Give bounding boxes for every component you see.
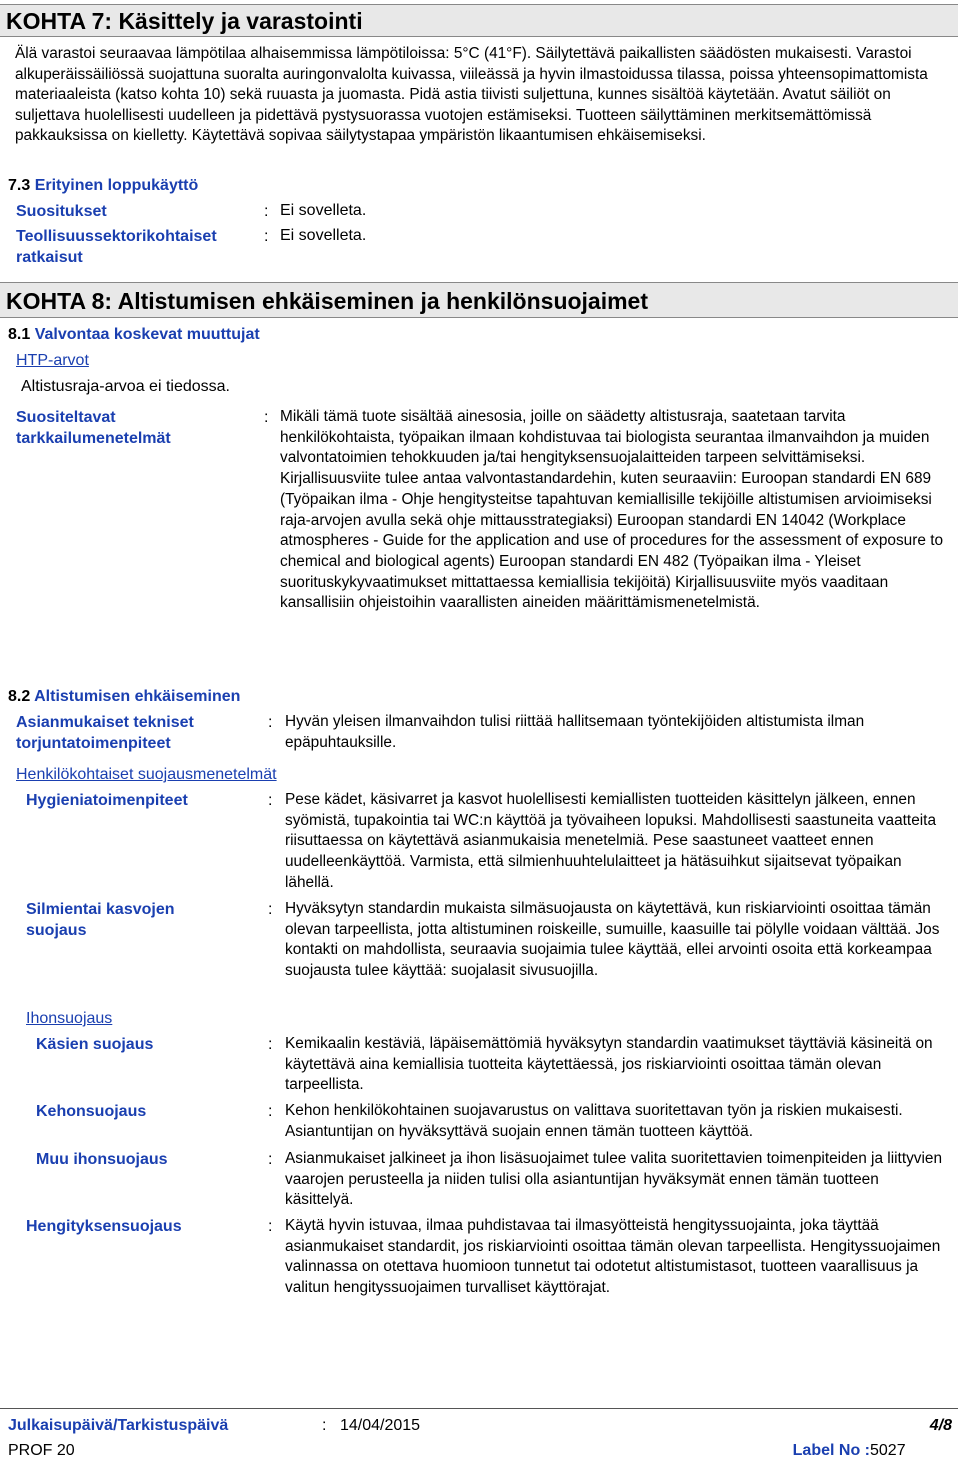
colon: : (264, 409, 269, 426)
footer-date-label: Julkaisupäivä/Tarkistuspäivä (8, 1417, 229, 1434)
footer-label-no-value: 5027 (870, 1442, 906, 1459)
industry-label: Teollisuussektorikohtaiset ratkaisut (16, 228, 217, 266)
colon: : (264, 203, 269, 220)
subsection-number: 8.1 (8, 326, 31, 343)
htp-text: Altistusraja-arvoa ei tiedossa. (21, 378, 230, 395)
recommendations-label: Suositukset (16, 203, 107, 220)
section-7-heading: KOHTA 7: Käsittely ja varastointi (0, 4, 958, 37)
footer-label-no: Label No : (792, 1442, 870, 1459)
subsection-number: 8.2 (8, 688, 31, 705)
colon: : (268, 1151, 273, 1168)
htp-values-link[interactable]: HTP-arvot (16, 352, 89, 369)
section-8-heading: KOHTA 8: Altistumisen ehkäiseminen ja henkilönsuojaimet (0, 282, 958, 318)
respiratory-protection-value: Käytä hyvin istuvaa, ilmaa puhdistavaa tai ilmasyötteistä hengityssuojainta, joka täyttää asianmukaiset standardit, jos riskiarviointi osoittaa tämän olevan tarpeellista. Hengityssuojaimen valinnassa on otettava huomioon tunnetut tai odotetut altistumistasot, tuotteen vaarallisuus ja valitun hengityssuojaimen turvalliset käyttörajat. (285, 1217, 941, 1297)
colon: : (264, 228, 269, 245)
footer-divider (0, 1408, 958, 1409)
engineering-controls-value: Hyvän yleisen ilmanvaihdon tulisi riittää hallitsemaan työntekijöiden altistumista ilman epäpuhtauksille. (285, 713, 865, 751)
footer-page-number: 4/8 (929, 1417, 952, 1434)
subsection-8-2-title (8, 686, 240, 707)
monitoring-label: Suositeltavat tarkkailumenetelmät (16, 409, 171, 447)
footer-date-value: 14/04/2015 (340, 1417, 421, 1434)
engineering-controls-label: Asianmukaiset tekniset torjuntatoimenpiteet (16, 714, 194, 752)
colon: : (268, 792, 273, 809)
personal-protection-link[interactable]: Henkilökohtaiset suojausmenetelmät (16, 766, 277, 783)
skin-protection-link[interactable]: Ihonsuojaus (26, 1010, 113, 1027)
colon: : (268, 714, 273, 731)
hygiene-value: Pese kädet, käsivarret ja kasvot huolellisesti kemiallisten tuotteiden käsittelyn jälkeen, ennen syömistä, tupakointia tai WC:n käyttöä ja työvaiheen lopuksi. Mahdollisesti saastuneita vaatteita riisuttaessa on käytettävä asianmukaisia menetelmiä. Pese saastuneet vaatteet ennen uudelleenkäyttöä. Varmista, että silmienhuuhtelulaitteet ja hätäsuihkut sijaitsevat työpaikan lähellä. (285, 791, 937, 891)
body-protection-value: Kehon henkilökohtainen suojavarustus on valittava suoritettavan työn ja riskien mukaisesti. Asiantuntijan on hyväksyttävä suojain ennen tämän tuotteen käyttöä. (285, 1102, 903, 1140)
colon: : (268, 901, 273, 918)
other-skin-protection-value: Asianmukaiset jalkineet ja ihon lisäsuojaimet tulee valita suoritettavien toimenpiteiden ja liittyvien vaarojen perusteella ja niiden tulisi olla asiantuntijan hyväksymät ennen tämän tuotteen käsittelyä. (285, 1150, 943, 1209)
subsection-text: Valvontaa koskevat muuttujat (34, 326, 260, 343)
body-protection-label: Kehonsuojaus (36, 1103, 147, 1120)
subsection-number: 7.3 (8, 177, 31, 194)
hygiene-label: Hygieniatoimenpiteet (26, 792, 188, 809)
hand-protection-value: Kemikaalin kestäviä, läpäisemättömiä hyväksytyn standardin vaatimukset täyttäviä käsineitä on käytettävä aina kemiallisia tuotteita käytettäessä, jos riskiarviointi osoittaa tämän olevan tarpeellista. (285, 1035, 933, 1094)
eye-protection-value: Hyväksytyn standardin mukaista silmäsuojausta on käytettävä, kun riskiarviointi osoittaa tämän olevan tarpeellista, jotta altistuminen roiskeille, sumuille, kaasuille tai pölylle voidaan välttää. Jos kontakti on mahdollista, seuraavia suojaimia tulee käyttää, ellei arvointi osoita että korkeampaa suojausta tulee käyttää: suojalasit sivusuojilla. (285, 900, 940, 980)
industry-value: Ei sovelleta. (280, 227, 367, 244)
respiratory-protection-label: Hengityksensuojaus (26, 1218, 182, 1235)
monitoring-value: Mikäli tämä tuote sisältää ainesosia, joille on säädetty altistusraja, saatetaan tarvita henkilökohtaista, työpaikan ilmaan kohdistuvaa tai biologista seurantaa ilmanvaihdon ja muiden valvontatoimien tehokkuuden ja/tai hengityksensuojalaitteiden tarpeen selvittämiseksi. Kirjallisuusviite tulee antaa valvontastandardehin, kuten seuraaviin: Euroopan standardi EN 689 (Työpaikan ilma - Ohje hengitysteitse tapahtuvan kemiallisille tekijöille altistumisen arvioimiseksi raja-arvojen avulla sekä ohje mittausstrategiaksi) Euroopan standardi EN 14042 (Workplace atmospheres - Guide for the application and use of procedures for the assessment of exposure to chemical and biological agents) Euroopan standardi EN 482 (Työpaikan ilma - Yleiset suorituskykyvaatimukset mittattaessa kemiallisia tekijöitä) Kirjallisuusviite myös vaaditaan kansallisiin ohjeistoihin vaarallisten aineiden määrittämismenetelmistä. (280, 408, 944, 612)
subsection-text: Altistumisen ehkäiseminen (34, 688, 241, 705)
footer-product-name: PROF 20 (8, 1442, 75, 1459)
other-skin-protection-label: Muu ihonsuojaus (36, 1151, 168, 1168)
subsection-text: Erityinen loppukäyttö (34, 177, 199, 194)
eye-protection-label: Silmientai kasvojen suojaus (26, 901, 175, 939)
subsection-7-3-title (8, 175, 198, 196)
storage-text: Älä varastoi seuraavaa lämpötilaa alhaisemmissa lämpötiloissa: 5°C (41°F). Säilytettävä paikallisten säädösten mukaisesti. Varastoi alkuperäissäiliössä suojattuna suoralta auringonvalolta kuivassa, viileässä ja hyvin ilmastoidussa tilassa, poissa yhteensopimattomista materiaaleista (katso kohta 10) sekä ruuasta ja juomasta. Pidä astia tiivisti suljettuna, kunnes sisältöä käytetään. Avatut säiliöt on suljettava huolellisesti uudelleen ja pidettävä pystysuorassa vuotojen estämiseksi. Tuotteen säilyttäminen merkitsemättömissä pakkauksissa on kielletty. Käytettävä sopivaa säilytystapaa ympäristön likaantumisen ehkäisemiseksi. (15, 45, 928, 145)
colon: : (322, 1417, 327, 1434)
colon: : (268, 1218, 273, 1235)
hand-protection-label: Käsien suojaus (36, 1036, 154, 1053)
subsection-8-1-title (8, 324, 260, 345)
colon: : (268, 1103, 273, 1120)
recommendations-value: Ei sovelleta. (280, 202, 367, 219)
colon: : (268, 1036, 273, 1053)
